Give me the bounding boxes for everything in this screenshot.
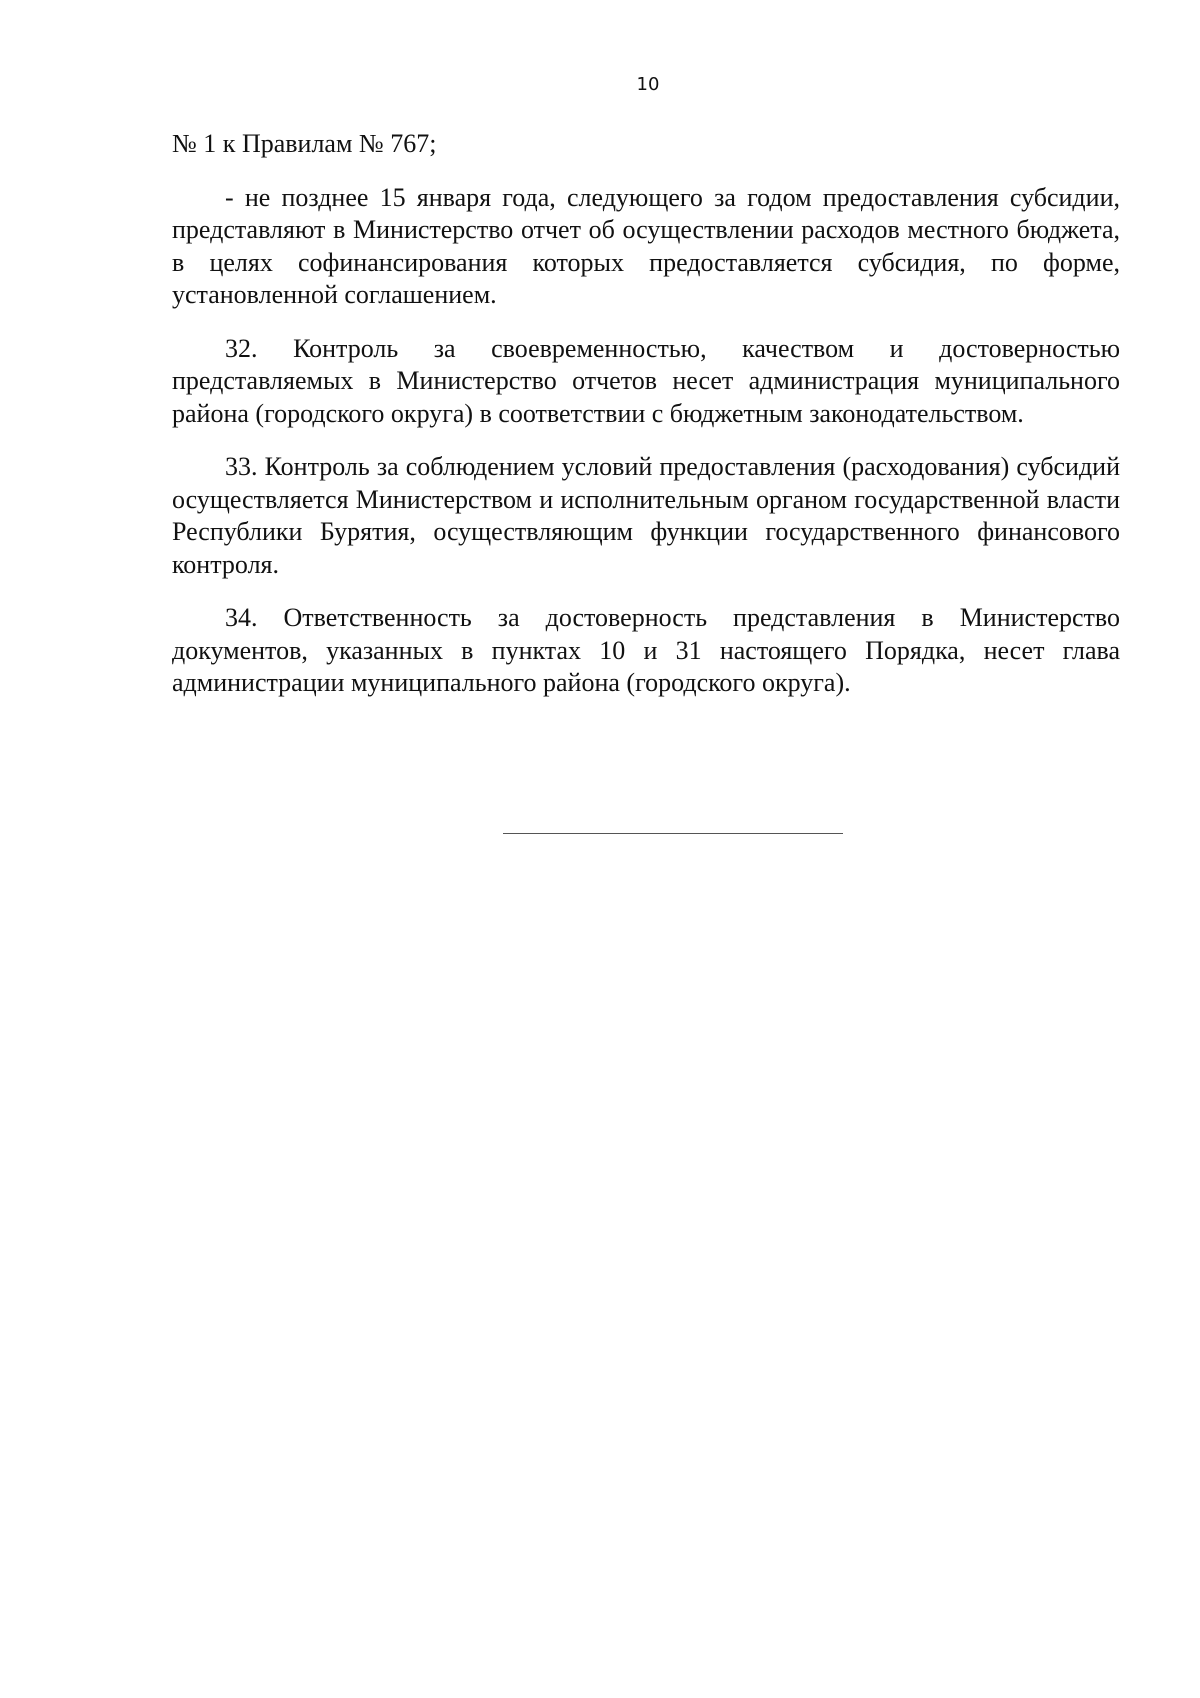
paragraph-33: 33. Контроль за соблюдением условий предоставления (расходования) субсидий осуществляется Министерством и исполнительным органом государственной власти Республики Бурятия, осуществляющим функции государственного финансового контроля. [172,452,1120,579]
paragraph-32: 32. Контроль за своевременностью, качеством и достоверностью представляемых в Министерство отчетов несет администрация муниципального района (городского округа) в соответствии с бюджетным законодательством. [172,333,1120,428]
document-body [172,128,1120,721]
paragraph-report-deadline: - не позднее 15 января года, следующего за годом предоставления субсидии, представляют в Министерство отчет об осуществлении расходов местного бюджета, в целях софинансирования которых предоставляется субсидия, по форме, установленной соглашением. [172,182,1120,309]
paragraph-continuation: № 1 к Правилам № 767; [172,129,437,158]
end-separator-line [503,833,843,834]
paragraph-34: 34. Ответственность за достоверность представления в Министерство документов, указанных в пунктах 10 и 31 настоящего Порядка, несет глава администрации муниципального района (городского округа). [172,603,1120,697]
page-number: 10 [636,74,660,95]
